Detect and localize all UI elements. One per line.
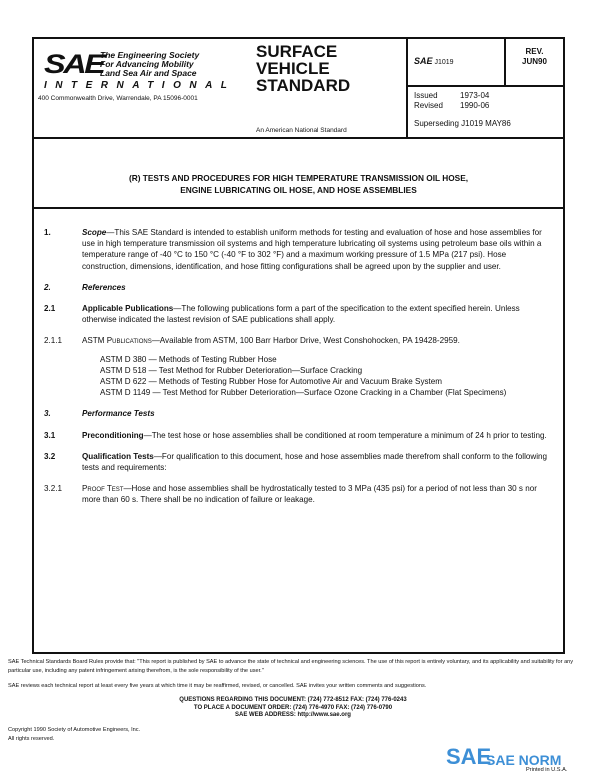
document-title	[34, 139, 563, 209]
section-2-1-1	[34, 335, 563, 346]
section-num: 3.2.1	[44, 484, 63, 494]
section-num: 1.	[44, 228, 51, 237]
section-num: 3.1	[44, 430, 56, 440]
section-head: Qualification Tests	[82, 451, 154, 461]
reference-item: ASTM D 622 — Methods of Testing Rubber Hose for Automotive Air and Vacuum Brake System	[100, 377, 443, 387]
contact-block	[8, 697, 578, 720]
reference-item: ASTM D 380 — Methods of Testing Rubber Hose	[100, 354, 277, 364]
section-head: Performance Tests	[82, 409, 155, 419]
section-head: Applicable Publications	[82, 304, 174, 314]
rights: All rights reserved.	[8, 735, 55, 742]
section-num: 2.	[44, 282, 51, 292]
address: 400 Commonwealth Drive, Warrendale, PA 15096-0001	[38, 95, 198, 102]
title-line-1: (R) TESTS AND PROCEDURES FOR HIGH TEMPERATURE TRANSMISSION OIL HOSE,	[128, 173, 469, 183]
section-head: References	[82, 282, 126, 292]
section-text: —This SAE Standard is intended to establish uniform methods for testing and evaluation of hose and hose assemblies for use in high temperature transmission oil systems and high temperature lubricating oil systems using petroleum base oils within a temperature range of -40 °C to 150 °C (-40 °F to 302 °F) and a maximum working pressure of 1.5 MPa (217 psi). Hose construction, dimensions, identification, and hose fitting configurations shall be agreed upon by the supplier and user.	[82, 228, 542, 271]
doc-type	[256, 43, 350, 94]
document-body	[34, 227, 563, 516]
section-num: 3.2	[44, 451, 56, 461]
sae-mark: SAE	[414, 56, 433, 66]
section-head: Proof Test	[82, 484, 124, 494]
web-address[interactable]: SAE WEB ADDRESS: http://www.sae.org	[235, 712, 351, 718]
title-line: STANDARD	[256, 76, 351, 95]
section-3	[34, 408, 563, 419]
superseding: Superseding J1019 MAY86	[414, 119, 511, 128]
section-text: —Available from ASTM, 100 Barr Harbor Drive, West Conshohocken, PA 19428-2959.	[151, 336, 460, 346]
section-text: —For qualification to this document, hose and hose assemblies made therefrom shall conform to the following tests and requirements:	[82, 451, 548, 473]
issued-date: 1973-04	[460, 91, 490, 100]
section-num: 3.	[44, 409, 51, 419]
footer-rules: SAE Technical Standards Board Rules provide that: "This report is published by SAE to advance the state of technical and engineering sciences. The use of this report is entirely voluntary, and its applicability and suitability for any particular use, including any patent infringement arising therefrom, is the sole responsibility of the user."	[8, 659, 574, 674]
header	[34, 39, 563, 139]
section-2	[34, 282, 563, 293]
reference-item: ASTM D 1149 — Test Method for Rubber Deterioration—Surface Ozone Cracking in a Chamber (Flat Specimens)	[100, 388, 507, 398]
rev-label: REV.	[525, 47, 544, 56]
section-num: 2.1	[44, 304, 56, 314]
tagline-1: The Engineering Society	[100, 50, 200, 60]
copyright: Copyright 1990 Society of Automotive Engineers, Inc.	[8, 726, 141, 733]
questions-line: QUESTIONS REGARDING THIS DOCUMENT: (724) 772-8512 FAX: (724) 776-0243	[179, 697, 407, 703]
revised-label: Revised	[414, 100, 443, 110]
reference-item: ASTM D 518 — Test Method for Rubber Deterioration—Surface Cracking	[100, 365, 363, 375]
tagline-3: Land Sea Air and Space	[100, 68, 197, 78]
ans-label: An American National Standard	[256, 127, 347, 134]
sae-watermark-logo: SAE	[446, 744, 492, 769]
title-line: SURFACE	[256, 42, 338, 61]
revised-date: 1990-06	[460, 100, 490, 110]
issued-label: Issued	[414, 91, 438, 100]
watermark-text: SAE NORM	[486, 752, 562, 768]
section-num: 2.1.1	[44, 336, 63, 346]
section-text: —The following publications form a part of the specification to the extent specified herein. Unless otherwise indicated the lastest revision of SAE publications shall apply.	[82, 304, 520, 325]
title-line: VEHICLE	[256, 59, 330, 78]
section-2-1	[34, 303, 563, 325]
logo-text: SAE	[44, 49, 104, 79]
footer-review: SAE reviews each technical report at least every five years at which time it may be reaffirmed, revised, or cancelled. SAE invites your written comments and suggestions.	[8, 683, 427, 689]
section-text: —Hose and hose assemblies shall be hydrostatically tested to 3 MPa (435 psi) for a period of not less than 30 s nor more than 60 s. There shall be no indication of failure or leakage.	[82, 484, 537, 505]
sae-logo	[38, 49, 236, 102]
tagline-2: For Advancing Mobility	[100, 59, 194, 69]
doc-number: J1019	[434, 59, 454, 66]
title-line-2: ENGINE LUBRICATING OIL HOSE, AND HOSE ASSEMBLIES	[180, 185, 417, 195]
document-frame	[32, 37, 565, 654]
doc-number-box	[406, 39, 506, 87]
section-head: ASTM Publications	[82, 336, 152, 346]
international-text: INTERNATIONAL	[44, 80, 236, 91]
section-head: Scope	[82, 228, 107, 237]
order-line: TO PLACE A DOCUMENT ORDER: (724) 776-4970 FAX: (724) 776-0790	[193, 704, 393, 711]
section-text: —The test hose or hose assemblies shall be conditioned at room temperature a minimum of 24 h prior to testing.	[143, 430, 547, 440]
section-head: Preconditioning	[82, 430, 144, 440]
section-3-2-1	[34, 483, 563, 505]
section-3-2	[34, 451, 563, 473]
dates-box	[406, 87, 563, 137]
rev-value: JUN90	[522, 57, 547, 66]
printed-in: Printed in U.S.A.	[526, 767, 568, 773]
section-3-1	[34, 430, 563, 441]
astm-reference-list	[34, 354, 563, 399]
section-1	[34, 227, 563, 272]
revision-box	[506, 39, 563, 87]
society-tagline	[100, 51, 240, 78]
